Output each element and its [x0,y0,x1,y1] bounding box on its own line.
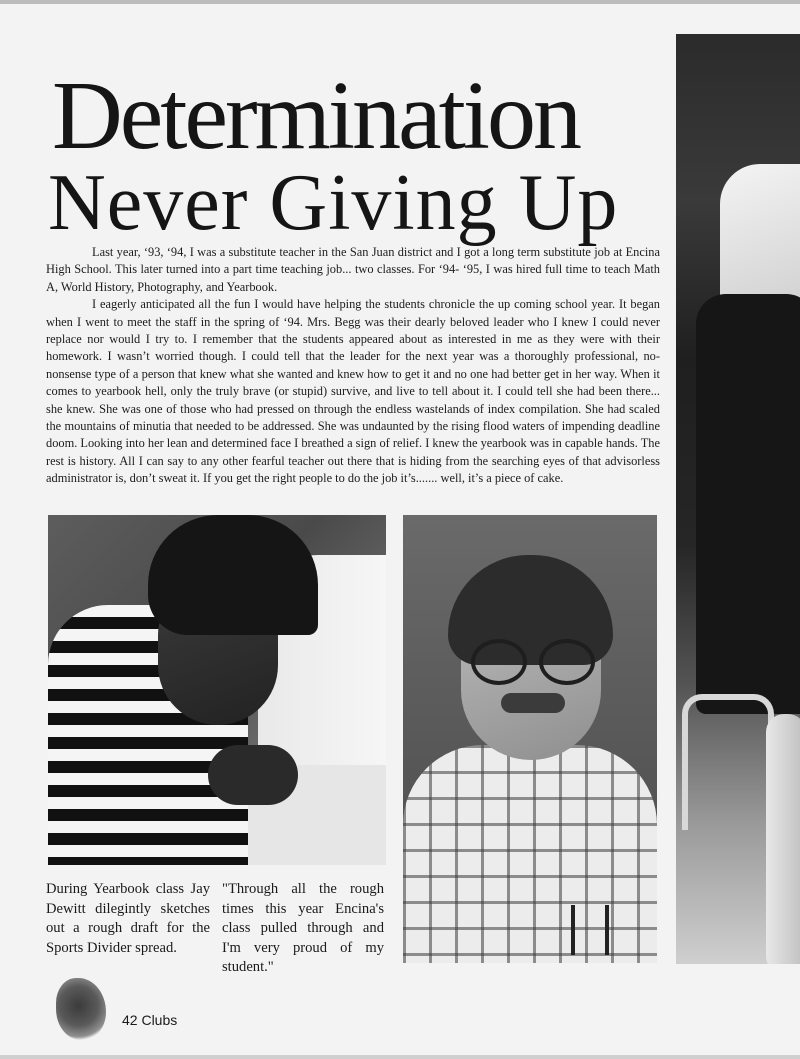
photo-pocket-pens [571,905,609,955]
page-top-edge [0,0,800,4]
page-bottom-edge [0,1055,800,1059]
photo-student-hand [208,745,298,805]
caption-left: During Yearbook class Jay Dewitt dilegintly sketches out a rough draft for the Sports Divider spread. [46,881,210,956]
headline-line-2: Never Giving Up [48,159,619,247]
photo-advisor-mustache [501,693,565,713]
photo-student-cap [148,515,318,635]
side-photo-white-shirt [720,164,800,314]
page-folio: 42 Clubs [122,1012,178,1028]
photo-plaid-shirt [403,745,657,963]
folio-ink-blot [56,978,106,1040]
article-paragraph: I eagerly anticipated all the fun I would have helping the students chronicle the up coming school year. It began when I went to meet the staff in the spring of ‘94. Mrs. Begg was their dearly beloved leader who I knew I could never replace nor would I try to. I remember that the students appeared about as interested in me as they were with their homework. I wasn’t worried though. I could tell that the leader for the next year was a thoroughly professional, no-nonsense type of a person that knew what she wanted and knew how to get it and no one had better get in her way. When it comes to yearbook hell, only the truly brave (or stupid) survive, and live to tell about it. I could tell she had been there... she knew. She was one of those who had pressed on through the endless wastelands of index compilation. She had scaled the mountains of minutia that needed to be addressed. She was undaunted by the rising flood waters of impending deadline doom. Looking into her lean and determined face I breathed a sign of relief. I knew the yearbook was in capable hands. The rest is history. All I can say to any other fearful teacher out there that is hiding from the searching eyes of that advisorless administrator is, don’t sweat it. If you get the right people to do the job it’s....... well, it’s a piece of cake. [46,297,660,486]
photo-glasses-right [539,639,595,685]
article-paragraph: Last year, ‘93, ‘94, I was a substitute teacher in the San Juan district and I got a long term substitute job at Encina High School. This later turned into a part time teaching job... two classes. For ‘94- ‘95, I was hired full time to teach Math A, World History, Photography, and Yearbook. [46,245,660,294]
photo-advisor-portrait [403,515,657,963]
headline-line-1: Determination [52,62,580,170]
article-body [46,244,660,488]
side-photo-chair [682,694,774,830]
side-photo-strip [676,34,800,964]
caption-right: "Through all the rough times this year Encina's class pulled through and I'm very proud of my student." [222,881,384,976]
side-photo-dark-dress [696,294,800,714]
photo-student-sketching [48,515,386,865]
photo-glasses-left [471,639,527,685]
side-photo-leg [766,714,800,964]
